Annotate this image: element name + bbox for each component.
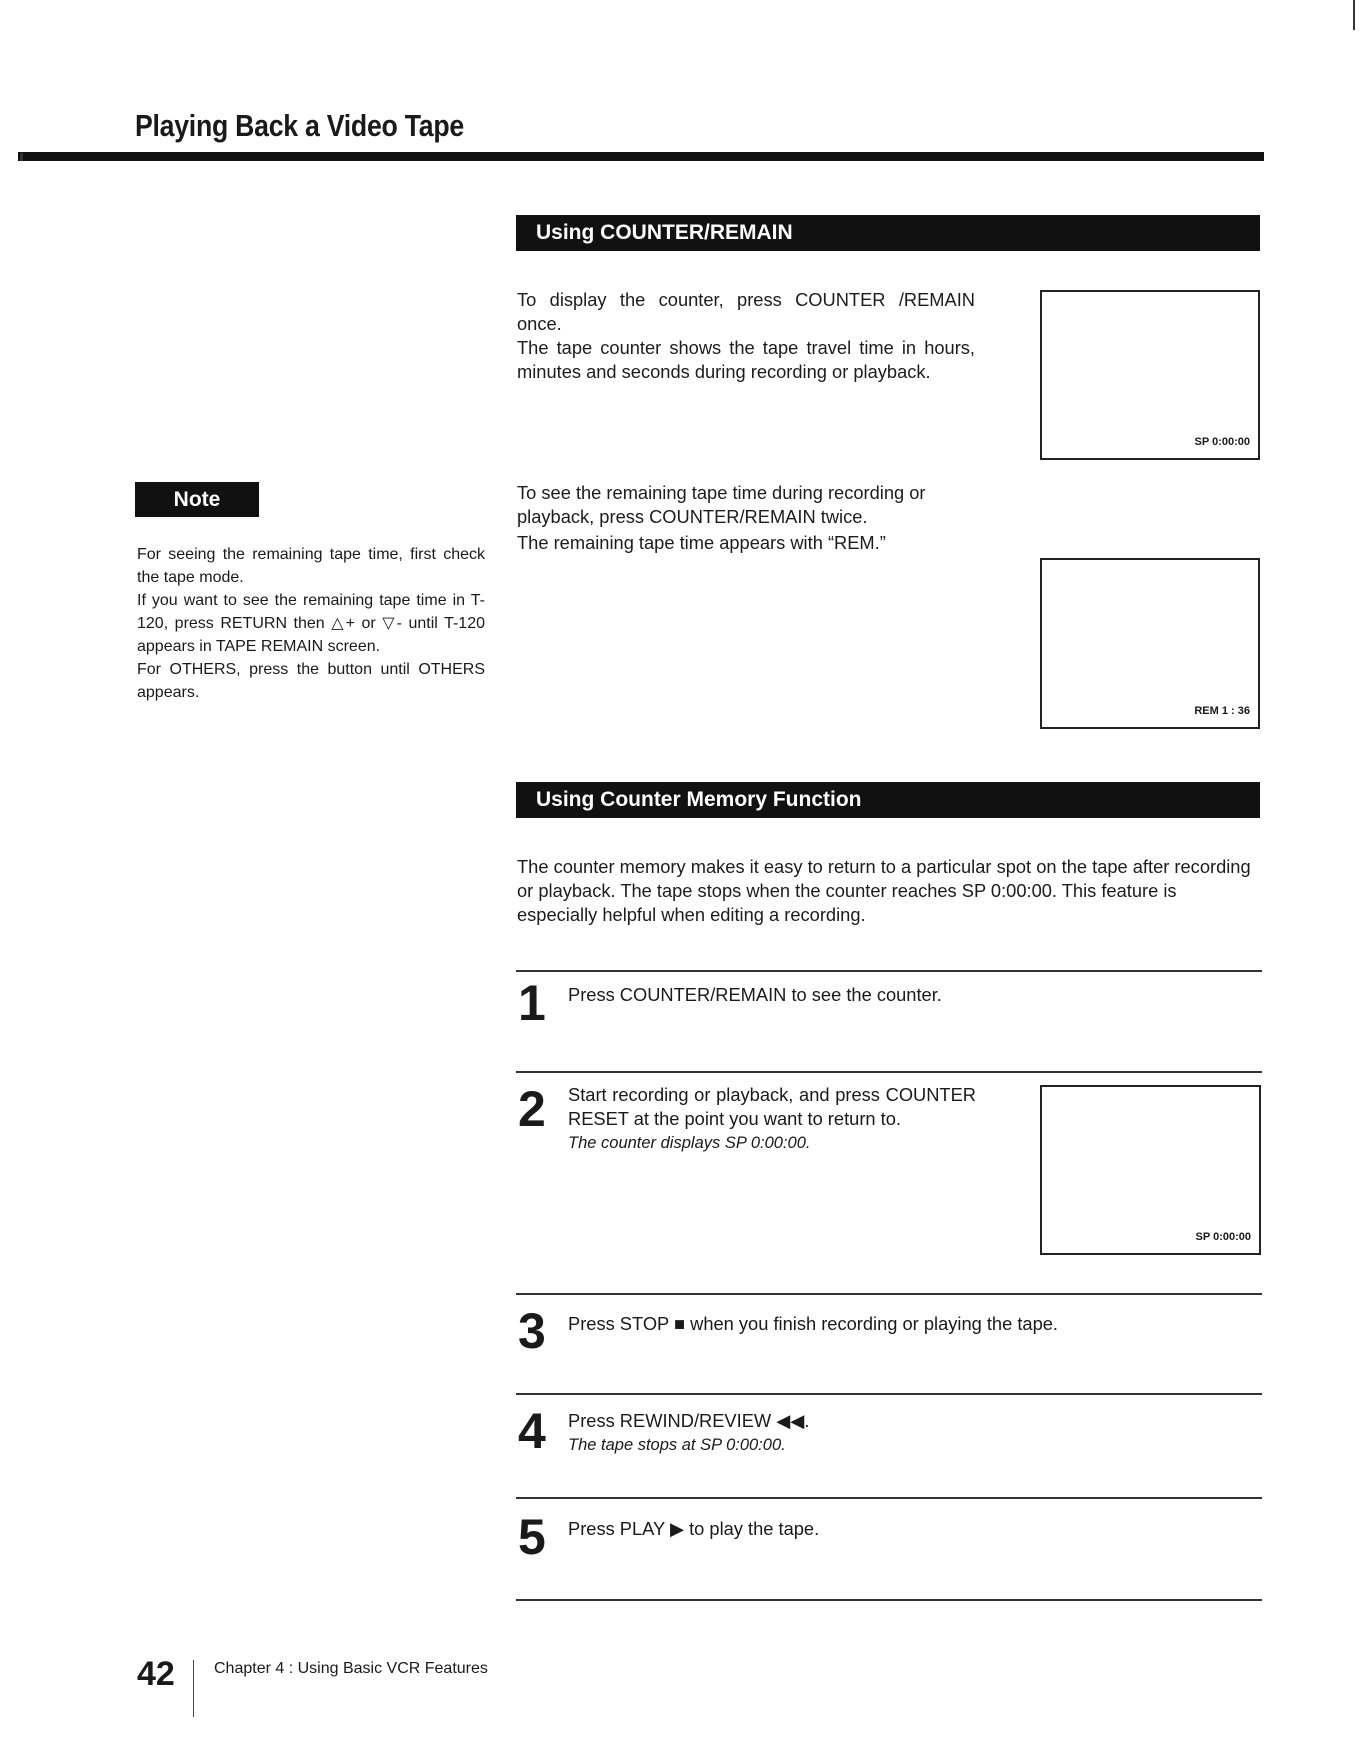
step-text: [568, 983, 1028, 1007]
edge-mark: [1353, 0, 1355, 30]
counter-remain-para1: To display the counter, press COUNTER /REMAIN once.: [517, 289, 975, 334]
counter-remain-twice-text: [517, 481, 975, 555]
step-number: 2: [518, 1081, 546, 1137]
remain-display-screen: [1040, 558, 1260, 729]
note-line-2: If you want to see the remaining tape time in T-120, press RETURN then △+ or ▽- until T-120 appears in TAPE REMAIN screen.: [137, 592, 485, 655]
step-rule: [516, 1393, 1262, 1395]
step-text: [568, 1083, 976, 1155]
step-4-text: Press REWIND/REVIEW ◀◀.: [568, 1410, 810, 1431]
step-rule: [516, 1599, 1262, 1601]
counter-remain-para4: The remaining tape time appears with “REM.”: [517, 532, 886, 553]
step-text: [568, 1517, 1258, 1541]
counter-display-label: SP 0:00:00: [1194, 436, 1250, 448]
section-heading-counter-memory: Using Counter Memory Function: [516, 782, 1260, 818]
counter-memory-intro: The counter memory makes it easy to return to a particular spot on the tape after recording or playback. The tape stops when the counter reaches SP 0:00:00. This feature is especially helpful when editing a recording.: [517, 856, 1251, 925]
page-title: Playing Back a Video Tape: [135, 108, 464, 143]
step-number: 5: [518, 1509, 546, 1565]
step-number: 3: [518, 1303, 546, 1359]
footer-divider: [193, 1660, 194, 1717]
section-heading-counter-remain: Using COUNTER/REMAIN: [516, 215, 1260, 251]
step-3-text: Press STOP ■ when you finish recording or playing the tape.: [568, 1313, 1059, 1334]
step-5-text: Press PLAY ▶ to play the tape.: [568, 1518, 820, 1539]
remain-display-label: REM 1 : 36: [1194, 705, 1250, 717]
page-number: 42: [137, 1655, 175, 1693]
note-badge: Note: [135, 482, 259, 517]
note-line-3: For OTHERS, press the button until OTHERS appears.: [137, 661, 485, 701]
step-4-sub: The tape stops at SP 0:00:00.: [568, 1436, 786, 1454]
note-text: [137, 543, 485, 704]
counter-remain-intro: [517, 288, 975, 384]
step-number: 4: [518, 1403, 546, 1459]
step-rule: [516, 970, 1262, 972]
step-2-text: Start recording or playback, and press COUNTER RESET at the point you want to return to.: [568, 1084, 976, 1129]
step-number: 1: [518, 975, 546, 1031]
step-1-text: Press COUNTER/REMAIN to see the counter.: [568, 984, 942, 1005]
counter-reset-label: SP 0:00:00: [1195, 1231, 1251, 1243]
counter-reset-screen: [1040, 1085, 1261, 1255]
step-text: [568, 1409, 1258, 1457]
counter-remain-para2: The tape counter shows the tape travel time in hours, minutes and seconds during recording or playback.: [517, 337, 975, 382]
title-rule: [18, 152, 1264, 161]
step-2-sub: The counter displays SP 0:00:00.: [568, 1134, 811, 1152]
step-text: [568, 1312, 1258, 1336]
counter-display-screen: [1040, 290, 1260, 460]
step-rule: [516, 1293, 1262, 1295]
note-line-1: For seeing the remaining tape time, first check the tape mode.: [137, 546, 485, 586]
counter-remain-para3: To see the remaining tape time during recording or playback, press COUNTER/REMAIN twice.: [517, 482, 926, 527]
edge-mark: [20, 153, 23, 161]
step-rule: [516, 1071, 1262, 1073]
chapter-label: Chapter 4 : Using Basic VCR Features: [214, 1660, 488, 1677]
step-rule: [516, 1497, 1262, 1499]
